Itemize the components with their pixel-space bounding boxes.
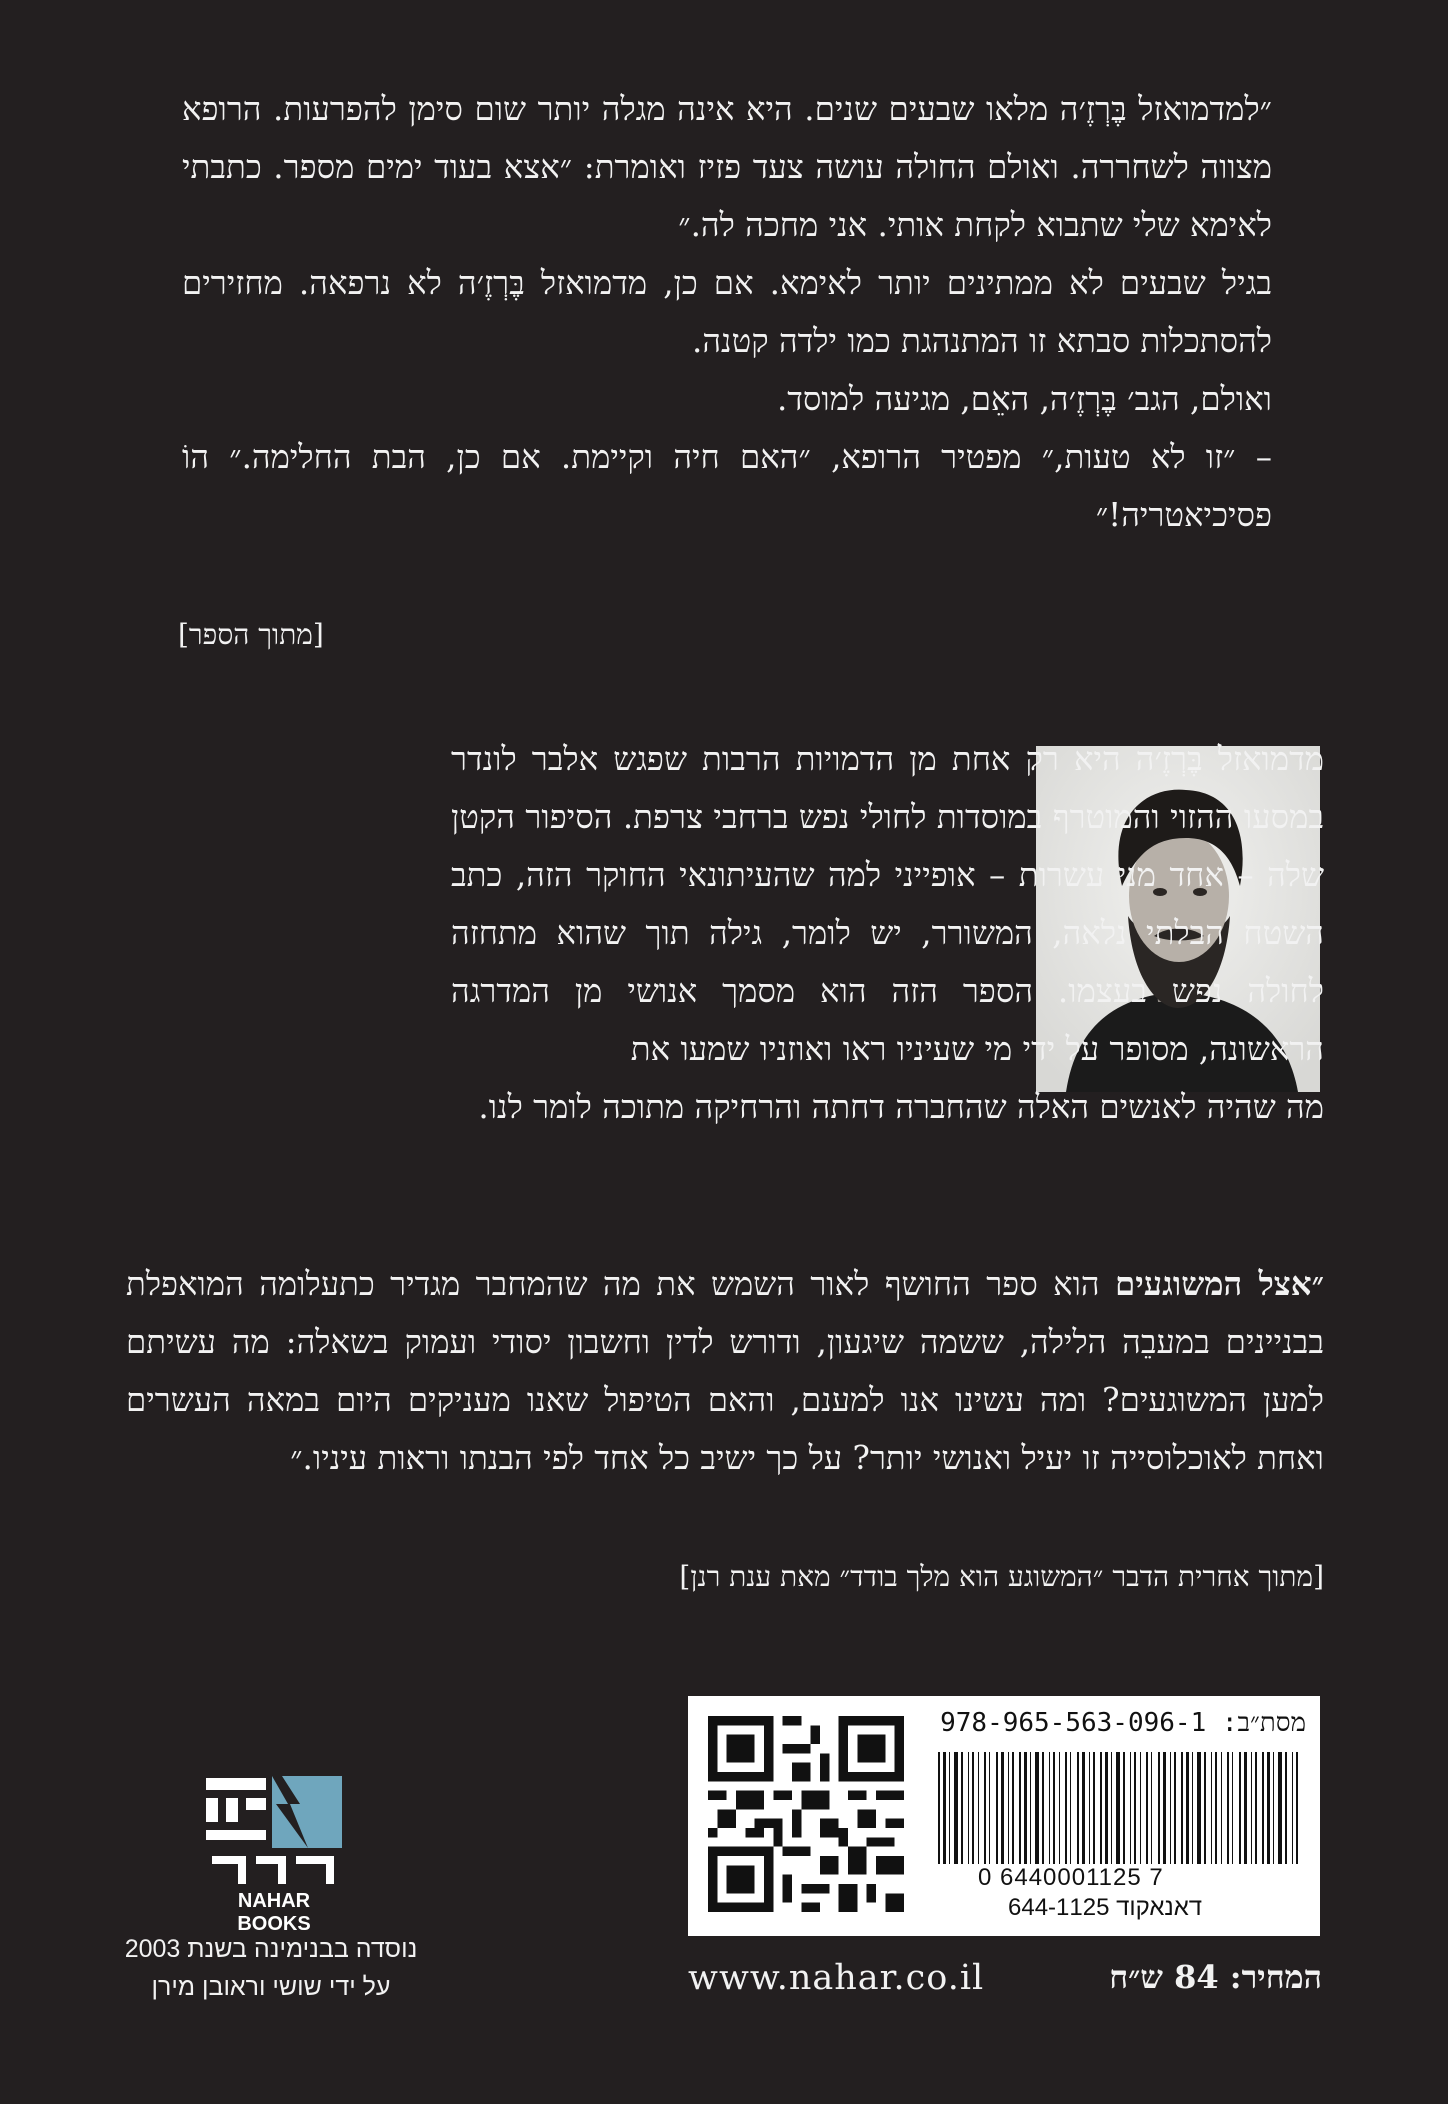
publisher-website[interactable]: www.nahar.co.il [688, 1958, 985, 1998]
barcode-icon [938, 1752, 1302, 1864]
blurb-text: הוא ספר החושף לאור השמש את מה שהמחבר מגדיר כתעלומה המואפלת בבניינים במעבֵה הלילה, ששמה שיגעון, ודורש לדין וחשבון יסודי ועמוק בשאלה: מה עשיתם למען המשוגעים? ומה עשינו אנו למענם, והאם הטיפול שאנו מעניקים היום במאה העשרים ואחת לאוכלוסייה זו יעיל ואנושי יותר? על כך ישיב כל אחד לפי הבנתו וראות עיניו.״ [126, 1265, 1324, 1477]
bio-text-last-line: מה שהיה לאנשים האלה שהחברה דחתה והרחיקה מתוכה לומר לנו. [478, 1088, 1324, 1126]
nahar-logo-icon [204, 1774, 344, 1886]
quote-paragraph-1: ״למדמואזל בֶּרְזֶ׳ה מלאו שבעים שנים. היא אינה מגלה יותר שום סימן להפרעות. הרופא מצווה לשחררה. ואולם החולה עושה צעד פזיז ואומרת: ״אצא בעוד ימים מספר. כתבתי לאימא שלי שתבוא לקחת אותי. אני מחכה לה.״ [182, 90, 1272, 244]
price-label: המחיר: 84 ש״ח [1109, 1958, 1322, 1996]
opening-quote [182, 80, 1272, 544]
founded-line-1: נוסדה בבנימינה בשנת 2003 [124, 1935, 418, 1963]
barcode-number: 0 6440001125 7 [978, 1864, 1164, 1891]
author-bio [126, 730, 1324, 1136]
quote-paragraph-4: – ״זו לא טעות,״ מפטיר הרופא, ״האם חיה וקיימת. אם כן, הבת החלימה.״ הוֹ פסיכיאטריה!״ [182, 438, 1272, 534]
quote-source: [מתוך הספר] [178, 618, 324, 651]
qr-code-icon [708, 1716, 904, 1912]
isbn-label: מסת״ב: 978-965-563-096-1 [940, 1708, 1306, 1738]
book-title: ״אצל המשוגעים [1114, 1264, 1325, 1303]
publisher-name-en: NAHAR BOOKS [237, 1890, 311, 1935]
book-blurb [126, 1255, 1324, 1487]
blurb-paragraph [126, 1255, 1324, 1487]
quote-paragraph-3: ואולם, הגב׳ בֶּרְזֶ׳ה, האֵם, מגיעה למוסד. [776, 380, 1272, 418]
bio-text: מדמואזל בֶּרְזֶ׳ה היא רק אחת מן הדמויות הרבות שפגש אלבר לונדר במסעו ההזוי והמוטרף במוסדות לחולי נפש ברחבי צרפת. הסיפור הקטן שלה – אחד מני עשרות – אופייני למה שהעיתונאי החוקר הזה, כתב השטח הבלתי נלאה, המשורר, יש לומר, גילה תוך שהוא מתחזה לחולה נפש בעצמו. הספר הזה הוא מסמך אנושי מן המדרגה הראשונה, מסופר על ידי מי שעיניו ראו ואוזניו שמעו את [451, 740, 1324, 1068]
founded-line-2: על ידי שושי וראובן מירן [151, 1973, 391, 2001]
barcode-box [688, 1696, 1320, 1936]
afterword-source: [מתוך אחרית הדבר ״המשוגע הוא מלך בודד״ מאת ענת רנן] [679, 1560, 1324, 1593]
publisher-founded-note [96, 1930, 446, 2006]
catalog-number: דאנאקוד 644-1125 [1008, 1894, 1203, 1921]
quote-paragraph-2: בגיל שבעים לא ממתינים יותר לאימא. אם כן, מדמואזל בֶּרְזֶ׳ה לא נרפאה. מחזירים להסתכלות סבתא זו המתנהגת כמו ילדה קטנה. [182, 264, 1272, 360]
